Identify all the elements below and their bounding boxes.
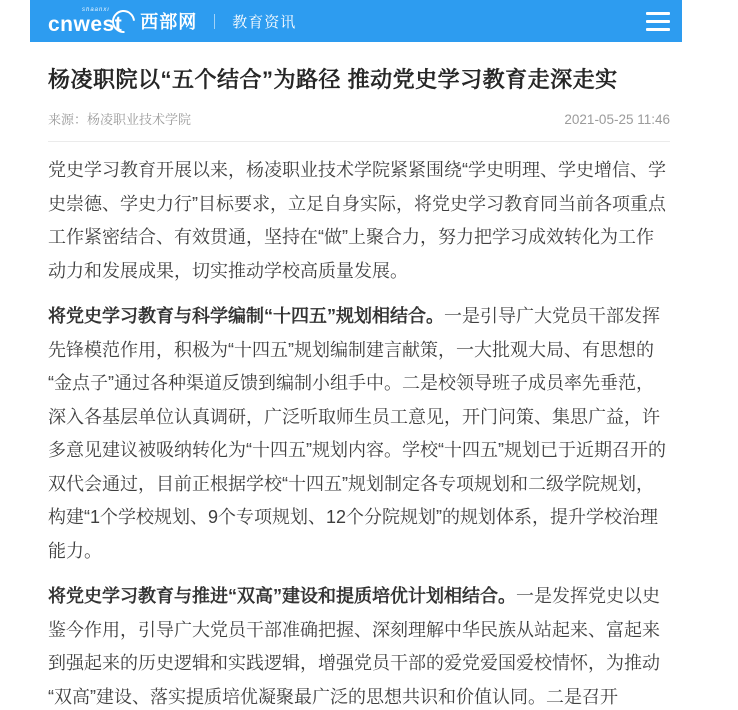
meta-divider xyxy=(48,141,670,142)
cnwest-logo-wordmark xyxy=(48,7,132,35)
site-header xyxy=(30,0,682,42)
header-divider xyxy=(214,14,215,29)
logo-text-en: cnwest xyxy=(48,13,123,36)
page-container xyxy=(30,0,682,710)
logo-text-cn: 西部网 xyxy=(140,12,198,32)
hamburger-bar xyxy=(646,12,670,15)
hamburger-bar xyxy=(646,28,670,31)
hamburger-menu-icon[interactable] xyxy=(646,8,670,35)
article-datetime: 2021-05-25 11:46 xyxy=(564,112,670,127)
article-source: 来源：杨凌职业技术学院 xyxy=(48,112,192,127)
hamburger-bar xyxy=(646,20,670,23)
article-title: 杨凌职院以“五个结合”为路径 推动党史学习教育走深走实 xyxy=(48,67,618,92)
paragraph-text: 党史学习教育开展以来，杨凌职业技术学院紧紧围绕“学史明理、学史增信、学史崇德、学史力行”目标要求，立足自身实际，将党史学习教育同当前各项重点工作紧密结合、有效贯通，坚持在“做”上聚合力，努力把学习成效转化为工作动力和发展成果，切实推动学校高质量发展。 xyxy=(48,160,666,281)
paragraph-text: 一是引导广大党员干部发挥先锋模范作用，积极为“十四五”规划编制建言献策，一大批观大局、有思想的“金点子”通过各种渠道反馈到编制小组手中。二是校领导班子成员率先垂范，深入各基层单位认真调研，广泛听取师生员工意见，开门问策、集思广益，许多意见建议被吸纳转化为“十四五”规划内容。学校“十四五”规划已于近期召开的双代会通过，目前正根据学校“十四五”规划制定各专项规划和二级学院规划，构建“1个学校规划、9个专项规划、12个分院规划”的规划体系，提升学校治理能力。 xyxy=(48,306,666,561)
article-paragraph xyxy=(48,300,670,568)
article-body xyxy=(48,154,670,710)
paragraph-text: 一是发挥党史以史鉴今作用，引导广大党员干部准确把握、深刻理解中华民族从站起来、富起来到强起来的历史逻辑和实践逻辑，增强党员干部的爱党爱国爱校情怀，为推动“双高”建设、落实提质培优凝聚最广泛的思想共识和价值认同。二是召开 xyxy=(48,586,660,707)
article-content xyxy=(30,65,682,710)
paragraph-lead: 将党史学习教育与推进“双高”建设和提质培优计划相结合。 xyxy=(48,586,516,606)
article-meta xyxy=(48,109,670,128)
logo-tagline: shaanxi xyxy=(82,7,110,13)
article-paragraph xyxy=(48,154,670,288)
channel-link[interactable]: 教育资讯 xyxy=(232,13,297,31)
paragraph-lead: 将党史学习教育与科学编制“十四五”规划相结合。 xyxy=(48,306,444,326)
article-paragraph xyxy=(48,580,670,710)
cnwest-logo[interactable] xyxy=(48,7,197,35)
